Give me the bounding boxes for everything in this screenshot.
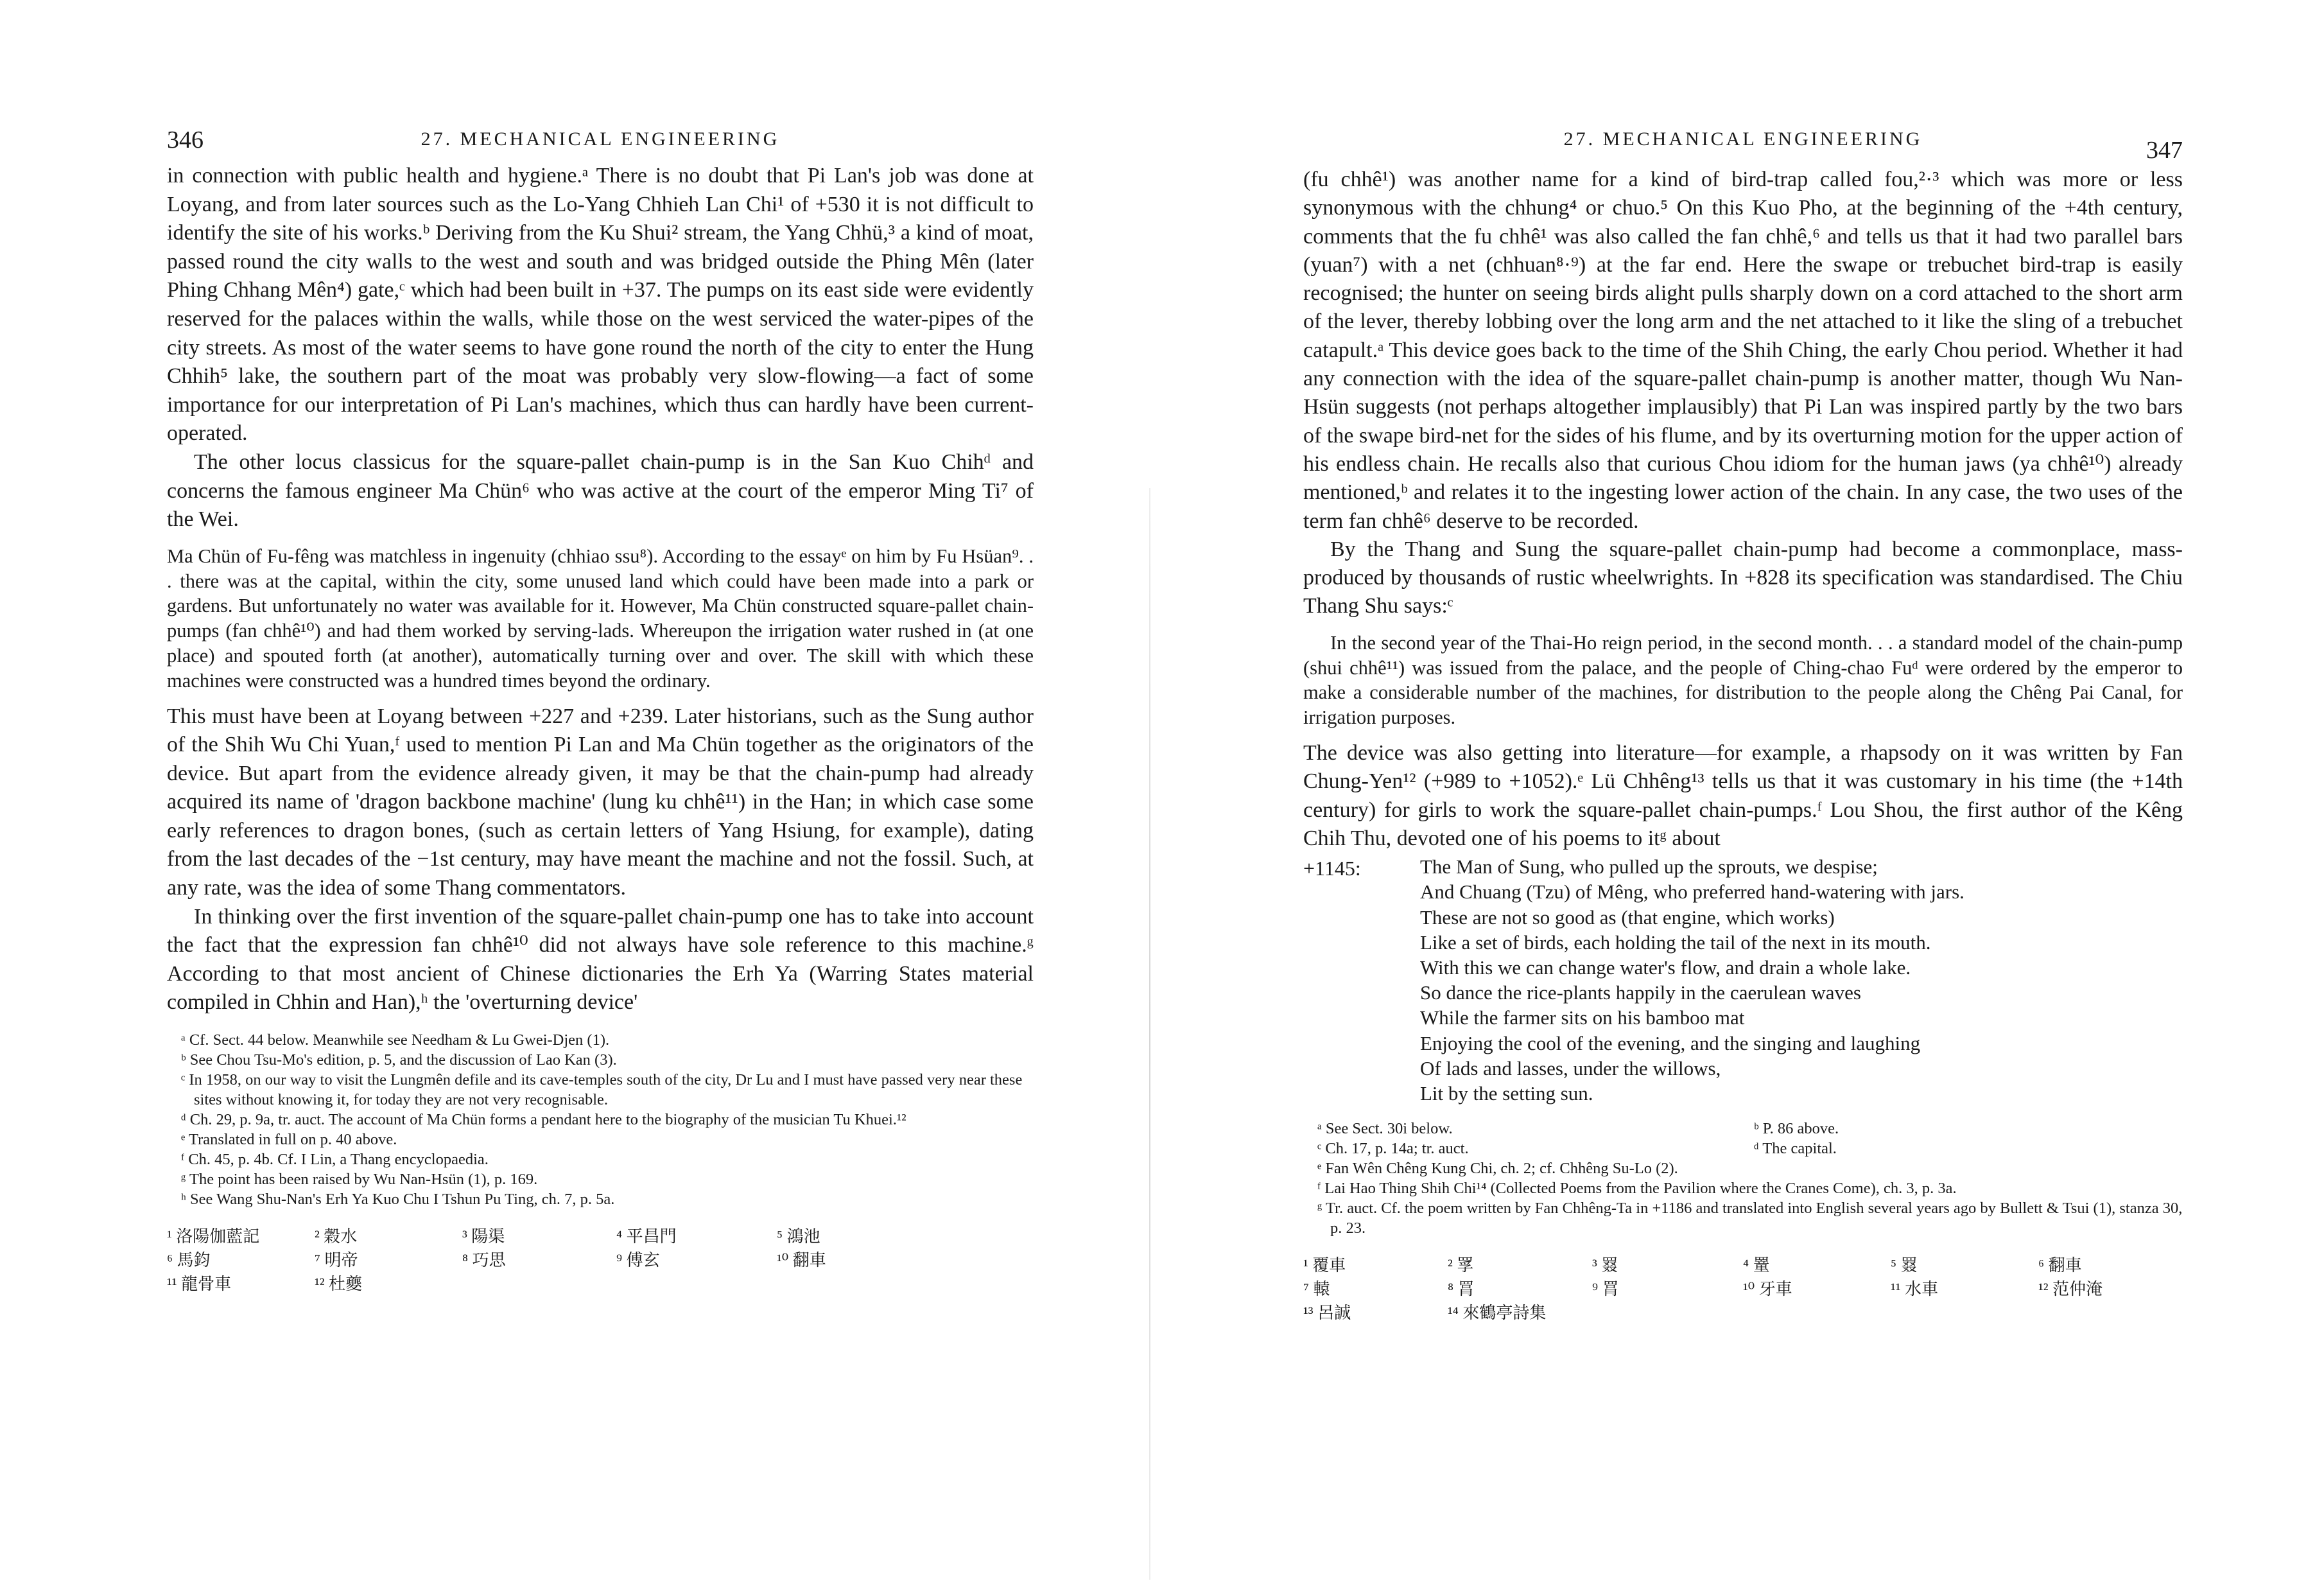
body-paragraph: in connection with public health and hygiene.ᵃ There is no doubt that Pi Lan's job was done at Loyang, and from later sources such as the Lo-Yang Chhieh Lan Chi¹ of +530 it is not difficult to identify the site of his works.ᵇ Deriving from the Ku Shui² stream, the Yang Chhü,³ a kind of moat, passed round the city walls to the west and south and was bridged outside the Phing Mên (later Phing Chhang Mên⁴) gate,ᶜ which had been built in +37. The pumps on its east side were evidently reserved for the palaces within the walls, while those on the west serviced the water-pipes of the city streets. As most of the water seems to have gone round the north of the city to enter the Hung Chhih⁵ lake, the southern part of the moat was probably very slow-flowing—a fact of some importance for our interpretation of Pi Lan's machines, which thus can hardly have been current-operated. bbox=[167, 164, 1034, 446]
footnote: ᵇ P. 86 above. bbox=[1754, 1120, 1839, 1138]
character-entry: ⁷ 轅 bbox=[1303, 1280, 1330, 1299]
footnote: ᵉ Fan Wên Chêng Kung Chi, ch. 2; cf. Chhêng Su-Lo (2). bbox=[1317, 1160, 1678, 1178]
poem-line: These are not so good as (that engine, which works) bbox=[1420, 905, 1835, 929]
page-body bbox=[1303, 166, 2183, 1325]
character-entry: ¹ 洛陽伽藍記 bbox=[167, 1227, 260, 1246]
running-title: 27. MECHANICAL ENGINEERING bbox=[1563, 128, 1923, 150]
character-entry: ⁹ 罥 bbox=[1592, 1280, 1619, 1299]
footnote: ᵍ The point has been raised by Wu Nan-Hsün (1), p. 169. bbox=[181, 1171, 538, 1189]
footnote: ᶠ Ch. 45, p. 4b. Cf. I Lin, a Thang encyclopaedia. bbox=[181, 1151, 489, 1169]
footnote: ᵃ See Sect. 30i below. bbox=[1317, 1120, 1453, 1138]
character-entry: ¹¹ 水車 bbox=[1891, 1280, 1939, 1299]
gutter-shadow bbox=[1149, 488, 1150, 1580]
character-entry: ¹² 范仲淹 bbox=[2038, 1280, 2103, 1299]
footnote: ᵈ The capital. bbox=[1754, 1140, 1837, 1158]
page-number: 347 bbox=[2146, 137, 2183, 164]
poem-line: So dance the rice-plants happily in the caerulean waves bbox=[1420, 981, 1861, 1004]
poem-line: Of lads and lasses, under the willows, bbox=[1420, 1056, 1721, 1079]
character-entry: ⁷ 明帝 bbox=[315, 1251, 358, 1270]
block-quote: Ma Chün of Fu-fêng was matchless in ingenuity (chhiao ssu⁸). According to the essayᵉ on him by Fu Hsüan⁹. . . there was at the capital, within the city, some unused land which could have been made into a park or gardens. But unfortunately no water was available for it. However, Ma Chün constructed square-pallet chain-pumps (fan chhê¹⁰) and had them worked by serving-lads. Whereupon the irrigation water rushed in (at one place) and spouted forth (at another), automatically turning over and over. The skill with which these machines were constructed was a hundred times beyond the ordinary. bbox=[167, 545, 1034, 692]
body-paragraph: The other locus classicus for the square-pallet chain-pump is in the San Kuo Chihᵈ and concerns the famous engineer Ma Chün⁶ who was active at the court of the emperor Ming Ti⁷ of the Wei. bbox=[167, 450, 1034, 532]
footnotes bbox=[167, 1030, 1034, 1209]
character-entry: ³ 陽渠 bbox=[462, 1227, 505, 1246]
footnote: ᶜ Ch. 17, p. 14a; tr. auct. bbox=[1317, 1140, 1469, 1158]
footnote: ᵍ Tr. auct. Cf. the poem written by Fan Chhêng-Ta in +1186 and translated into English several years ago by Bullett & Tsui (1), stanza 30, p. 23. bbox=[1317, 1200, 2183, 1237]
footnote: ᵉ Translated in full on p. 40 above. bbox=[181, 1131, 397, 1149]
poem-date: +1145: bbox=[1303, 857, 1361, 880]
character-entry: ⁸ 罥 bbox=[1448, 1280, 1475, 1299]
character-entry: ¹¹ 龍骨車 bbox=[167, 1275, 232, 1294]
character-entry: ¹⁴ 來鶴亭詩集 bbox=[1448, 1304, 1547, 1323]
body-paragraph: The device was also getting into literature—for example, a rhapsody on it was written by Fan Chung-Yen¹² (+989 to +1052).ᵉ Lü Chhêng¹³ tells us that it was customary in his time (the +14th century) for girls to work the square-pallet chain-pumps.ᶠ Lou Shou, the first author of the Kêng Chih Thu, devoted one of his poems to itᵍ about bbox=[1303, 740, 2183, 850]
chinese-character-list bbox=[1303, 1254, 2183, 1325]
body-paragraph: This must have been at Loyang between +227 and +239. Later historians, such as the Sung author of the Shih Wu Chi Yuan,ᶠ used to mention Pi Lan and Ma Chün together as the originators of the device. But apart from the evidence already given, it may be that the chain-pump had already acquired its name of 'dragon backbone machine' (lung ku chhê¹¹) in the Han; in which case some early references to dragon bones, (such as certain letters of Yang Hsiung, for example), dating from the last decades of the −1st century, may have meant the machine and not the fossil. Such, at any rate, was the idea of some Thang commentators. bbox=[167, 704, 1034, 900]
body-paragraph: (fu chhê¹) was another name for a kind of bird-trap called fou,²·³ which was more or less synonymous with the chhung⁴ or chuo.⁵ On this Kuo Pho, at the beginning of the +4th century, comments that the fu chhê¹ was also called the fan chhê,⁶ and tells us that it had two parallel bars (yuan⁷) with a net (chhuan⁸·⁹) at the far end. Here the swape or trebuchet bird-trap is easily recognised; the hunter on seeing birds alight pulls sharply down on a cord attached to the short arm of the lever, thereby lobbing over the long arm and the net attached to it like the sling of a trebuchet catapult.ᵃ This device goes back to the time of the Shih Ching, the early Chou period. Whether it had any connection with the idea of the square-pallet chain-pump is another matter, though Wu Nan-Hsün suggests (not perhaps altogether implausibly) that Pi Lan was inspired partly by the two bars of the swape bird-net for the sides of his flume, and by its overturning motion for the upper action of his endless chain. He recalls also that curious Chou idiom for the human jaws (ya chhê¹⁰) already mentioned,ᵇ and relates it to the ingesting lower action of the chain. In any case, the two uses of the term fan chhê⁶ deserve to be recorded. bbox=[1303, 168, 2183, 533]
page-body bbox=[167, 162, 1034, 1296]
footnote-row bbox=[1303, 1139, 2183, 1158]
poem-line: While the farmer sits on his bamboo mat bbox=[1420, 1006, 1745, 1029]
poem-line: The Man of Sung, who pulled up the sprouts, we despise; bbox=[1420, 855, 1878, 878]
footnote-row bbox=[1303, 1119, 2183, 1139]
body-paragraph: By the Thang and Sung the square-pallet chain-pump had become a commonplace, mass-produced by thousands of rustic wheelwrights. In +828 its specification was standardised. The Chiu Thang Shu says:ᶜ bbox=[1303, 537, 2183, 618]
character-entry: ¹³ 呂誠 bbox=[1303, 1304, 1351, 1323]
character-entry: ⁶ 馬鈞 bbox=[167, 1251, 211, 1270]
footnote: ᵈ Ch. 29, p. 9a, tr. auct. The account of Ma Chün forms a pendant here to the biography of the musician Tu Khuei.¹² bbox=[181, 1111, 906, 1129]
poem-line: Lit by the setting sun. bbox=[1420, 1081, 1593, 1105]
character-entry: ⁴ 平昌門 bbox=[616, 1227, 677, 1246]
poem-line: And Chuang (Tzu) of Mêng, who preferred hand-watering with jars. bbox=[1420, 880, 1964, 904]
poem-line: With this we can change water's flow, and drain a whole lake. bbox=[1420, 956, 1911, 979]
character-entry: ² 罦 bbox=[1448, 1256, 1474, 1275]
running-header bbox=[1303, 126, 2183, 164]
character-entry: ² 穀水 bbox=[315, 1227, 358, 1246]
character-entry: ⁵ 鴻池 bbox=[777, 1227, 820, 1246]
footnote: ᵃ Cf. Sect. 44 below. Meanwhile see Needham & Lu Gwei-Djen (1). bbox=[181, 1031, 610, 1049]
running-header bbox=[167, 126, 1034, 158]
character-entry: ⁸ 巧思 bbox=[462, 1251, 506, 1270]
character-entry: ⁵ 罬 bbox=[1891, 1256, 1918, 1275]
poem bbox=[1420, 854, 2183, 1106]
character-entry: ¹⁰ 翻車 bbox=[777, 1251, 826, 1270]
character-entry: ¹ 覆車 bbox=[1303, 1256, 1346, 1275]
character-entry: ⁴ 罿 bbox=[1743, 1256, 1770, 1275]
poem-line: Like a set of birds, each holding the tail of the next in its mouth. bbox=[1420, 930, 1931, 954]
character-entry: ⁶ 翻車 bbox=[2038, 1256, 2082, 1275]
poem-block bbox=[1303, 854, 2183, 1106]
page-number: 346 bbox=[167, 127, 204, 153]
chinese-character-list bbox=[167, 1225, 1034, 1296]
footnotes bbox=[1303, 1119, 2183, 1238]
character-entry: ³ 罬 bbox=[1592, 1256, 1618, 1275]
footnote: ᶜ In 1958, on our way to visit the Lungmên defile and its cave-temples south of the city, Dr Lu and I must have passed very near these sites without knowing it, for today they are not very recognisable. bbox=[181, 1071, 1023, 1109]
footnote: ʰ See Wang Shu-Nan's Erh Ya Kuo Chu I Tshun Pu Ting, ch. 7, p. 5a. bbox=[181, 1191, 615, 1209]
poem-line: Enjoying the cool of the evening, and the singing and laughing bbox=[1420, 1031, 1921, 1054]
character-entry: ¹² 杜夔 bbox=[315, 1275, 363, 1294]
running-title: 27. MECHANICAL ENGINEERING bbox=[421, 128, 780, 150]
character-entry: ¹⁰ 牙車 bbox=[1743, 1280, 1792, 1299]
block-quote: In the second year of the Thai-Ho reign period, in the second month. . . a standard model of the chain-pump (shui chhê¹¹) was issued from the palace, and the people of Ching-chao Fuᵈ were ordered by the emperor to make a considerable number of the machines, for distribution to the people along the Chêng Pai Canal, for irrigation purposes. bbox=[1303, 631, 2183, 729]
right-page bbox=[1162, 0, 2324, 1590]
body-paragraph: In thinking over the first invention of the square-pallet chain-pump one has to take into account the fact that the expression fan chhê¹⁰ did not always have sole reference to this machine.ᵍ According to that most ancient of Chinese dictionaries the Erh Ya (Warring States material compiled in Chhin and Han),ʰ the 'overturning device' bbox=[167, 904, 1034, 1015]
character-entry: ⁹ 傅玄 bbox=[616, 1251, 660, 1270]
footnote: ᶠ Lai Hao Thing Shih Chi¹⁴ (Collected Poems from the Pavilion where the Cranes Come), ch. 3, p. 3a. bbox=[1317, 1180, 1957, 1198]
footnote: ᵇ See Chou Tsu-Mo's edition, p. 5, and the discussion of Lao Kan (3). bbox=[181, 1051, 617, 1069]
